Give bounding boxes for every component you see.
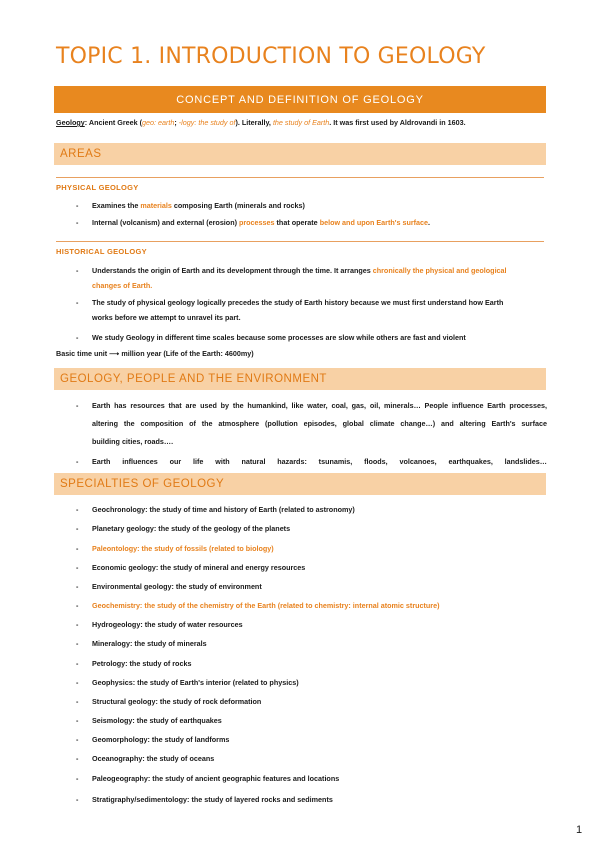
physical-bullet-2: - Internal (volcanism) and external (erosion) processes that operate below and upon Earth's surface. — [92, 218, 547, 227]
specialty-item: - Environmental geology: the study of environment — [92, 582, 262, 591]
geo-etymology: geo: earth — [142, 118, 175, 127]
specialty-item: - Structural geology: the study of rock deformation — [92, 697, 261, 706]
historical-bullet-3: - We study Geology in different time scales because some processes are slow while others are fast and violent — [92, 333, 547, 342]
geology-definition: Geology: Ancient Greek (geo: earth; -logy: the study of). Literally, the study of Earth. It was first used by Aldrovandi in 1603. — [56, 118, 466, 127]
divider — [56, 241, 544, 242]
specialty-item: - Geochemistry: the study of the chemistry of the Earth (related to chemistry: internal atomic structure) — [92, 601, 439, 610]
section-areas: AREAS — [54, 143, 546, 165]
concept-banner: CONCEPT AND DEFINITION OF GEOLOGY — [54, 86, 546, 113]
specialty-item: - Hydrogeology: the study of water resources — [92, 620, 243, 629]
physical-bullet-1: - Examines the materials composing Earth (minerals and rocks) — [92, 201, 547, 210]
environment-bullet-2: - Earth influences our life with natural hazards: tsunamis, floods, volcanoes, earthquakes, landslides… — [92, 457, 547, 466]
specialty-item: - Economic geology: the study of mineral and energy resources — [92, 563, 305, 572]
page-title: TOPIC 1. INTRODUCTION TO GEOLOGY — [56, 44, 486, 69]
specialty-item: - Geophysics: the study of Earth's interior (related to physics) — [92, 678, 299, 687]
specialty-item: - Paleontology: the study of fossils (related to biology) — [92, 544, 274, 553]
geology-term: Geology — [56, 118, 85, 127]
section-specialties: SPECIALTIES OF GEOLOGY — [54, 473, 546, 495]
specialty-item: - Paleogeography: the study of ancient geographic features and locations — [92, 774, 339, 783]
specialty-item: - Petrology: the study of rocks — [92, 659, 191, 668]
divider — [56, 177, 544, 178]
section-environment: GEOLOGY, PEOPLE AND THE ENVIRONMENT — [54, 368, 546, 390]
logy-etymology: -logy: the study of — [178, 118, 236, 127]
specialty-item: - Mineralogy: the study of minerals — [92, 639, 207, 648]
historical-geology-heading: HISTORICAL GEOLOGY — [56, 247, 147, 256]
environment-bullet-1: - Earth has resources that are used by the humankind, like water, coal, gas, oil, minerals… People influence Earth processes, altering the composition of the atmosphere (pollution episodes, global climate change…) and altering Earth's surface building cities, roads…. — [92, 398, 547, 449]
specialty-item: - Oceanography: the study of oceans — [92, 754, 214, 763]
page-number: 1 — [576, 824, 583, 836]
specialty-item: - Seismology: the study of earthquakes — [92, 716, 222, 725]
specialty-item: - Stratigraphy/sedimentology: the study of layered rocks and sediments — [92, 795, 333, 804]
study-of-earth: the study of Earth — [272, 118, 330, 127]
specialty-item: - Planetary geology: the study of the geology of the planets — [92, 524, 290, 533]
historical-bullet-1: - Understands the origin of Earth and its development through the time. It arranges chronically the physical and geological changes of Earth. — [92, 263, 547, 293]
physical-geology-heading: PHYSICAL GEOLOGY — [56, 183, 139, 192]
time-unit-note: Basic time unit ⟶ million year (Life of the Earth: 4600my) — [56, 349, 254, 358]
specialty-item: - Geomorphology: the study of landforms — [92, 735, 229, 744]
specialty-item: - Geochronology: the study of time and history of Earth (related to astronomy) — [92, 505, 355, 514]
historical-bullet-2: - The study of physical geology logically precedes the study of Earth history because we must first understand how Earth works before we attempt to unravel its part. — [92, 295, 547, 325]
